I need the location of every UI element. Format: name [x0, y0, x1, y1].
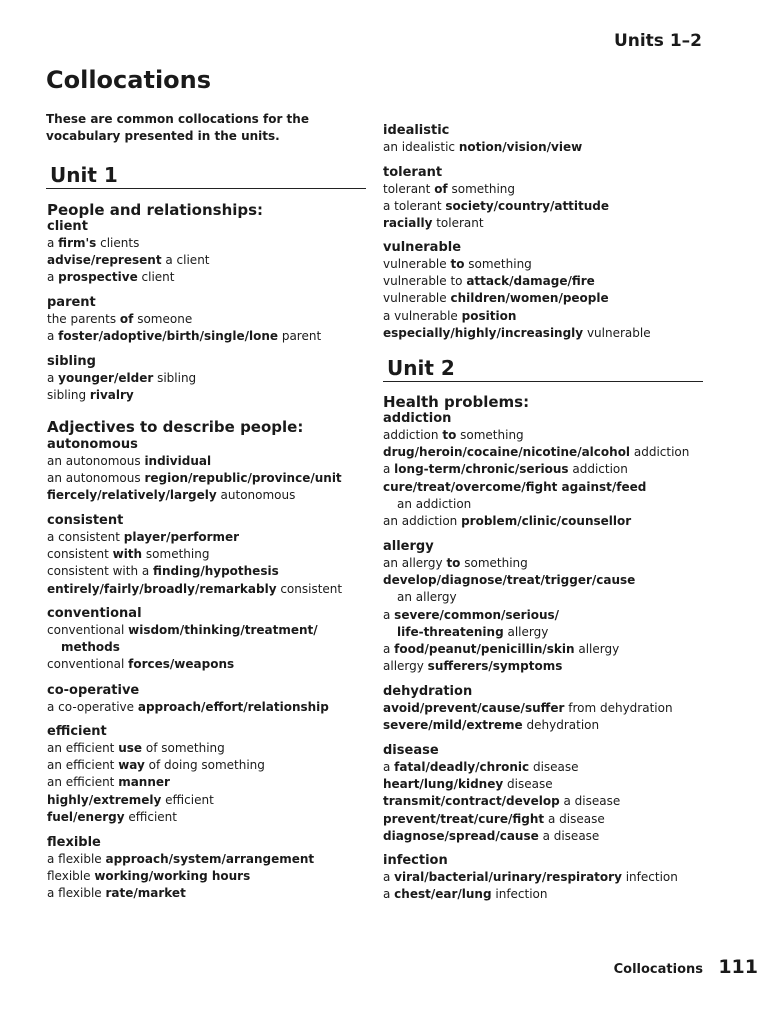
collocate-bold: prospective — [58, 270, 138, 285]
entry-tolerant — [383, 164, 609, 233]
collocate-bold: chest/ear/lung — [394, 887, 492, 902]
topic-health-problems: Health problems: — [383, 393, 530, 411]
collocation-line — [47, 757, 265, 774]
collocate-bold: especially/highly/increasingly — [383, 325, 584, 340]
collocation-line — [47, 252, 210, 269]
entry-autonomous — [47, 436, 342, 505]
collocation-text: allergy — [383, 659, 428, 674]
entry-flexible — [47, 834, 314, 903]
collocation-text: a — [47, 236, 59, 250]
collocation-text: infection — [621, 870, 678, 884]
collocate-bold: finding/hypothesis — [153, 564, 279, 579]
collocate-bold: life-threatening — [397, 624, 504, 639]
collocation-line — [383, 273, 651, 290]
collocation-line — [383, 496, 689, 513]
collocate-bold: way — [118, 758, 145, 773]
collocation-text: addiction — [383, 428, 443, 442]
collocation-text: a — [383, 462, 395, 477]
collocation-line — [47, 453, 342, 470]
collocation-line — [383, 479, 689, 496]
collocation-text: vulnerable to — [383, 274, 467, 289]
collocation-line — [47, 269, 210, 286]
collocation-text: a — [47, 329, 59, 344]
collocation-line — [383, 700, 673, 717]
collocation-line — [383, 461, 689, 478]
entry-vulnerable — [383, 239, 651, 342]
headword: allergy — [383, 539, 434, 554]
collocation-line — [383, 555, 635, 572]
collocation-text: client — [137, 270, 175, 285]
collocation-line — [383, 641, 635, 658]
collocation-text: a flexible — [47, 852, 106, 866]
collocate-bold: cure/treat/overcome/fight against/feed — [383, 479, 647, 494]
headword: dehydration — [383, 684, 473, 699]
collocation-line — [383, 513, 689, 530]
collocate-bold: long-term/chronic/serious — [394, 462, 569, 477]
headword: consistent — [47, 513, 124, 528]
collocation-text: an efficient — [47, 758, 119, 773]
collocation-text: a — [47, 270, 59, 285]
collocation-text: a disease — [538, 828, 600, 843]
collocation-text: flexible — [47, 869, 95, 884]
collocation-text: a co-operative — [47, 700, 138, 714]
collocation-text: consistent — [47, 547, 113, 562]
entry-dehydration — [383, 683, 673, 734]
collocation-line — [383, 717, 673, 734]
collocation-line — [383, 658, 635, 675]
collocation-text: a vulnerable — [383, 308, 462, 323]
collocation-line — [383, 776, 620, 793]
collocation-text: allergy — [574, 642, 620, 657]
collocate-bold: rate/market — [105, 886, 186, 901]
collocation-text: a — [383, 887, 395, 902]
collocate-bold: approach/effort/relationship — [137, 700, 329, 714]
collocate-bold: use — [118, 741, 143, 755]
headword: disease — [383, 743, 439, 758]
collocation-text: clients — [96, 236, 140, 250]
collocate-bold: diagnose/spread/cause — [383, 828, 539, 843]
collocation-line — [47, 622, 318, 639]
collocate-bold: notion/vision/view — [458, 140, 583, 154]
collocation-text: efficient — [161, 792, 214, 807]
entry-parent — [47, 294, 321, 345]
collocation-text: vulnerable — [383, 291, 451, 306]
collocate-bold: attack/damage/fire — [466, 274, 595, 289]
collocation-line — [47, 792, 265, 809]
collocate-bold: fiercely/relatively/largely — [47, 488, 217, 503]
collocation-text: a client — [161, 253, 210, 268]
collocation-line — [47, 656, 318, 673]
collocation-text: an autonomous — [47, 454, 145, 468]
collocation-line — [47, 851, 314, 868]
collocation-line — [383, 308, 651, 325]
collocate-bold: of — [119, 312, 134, 326]
collocation-text: something — [464, 257, 532, 271]
headword: co-operative — [47, 683, 140, 698]
collocation-text: a — [383, 760, 395, 774]
headword: sibling — [47, 354, 96, 369]
collocate-bold: severe/mild/extreme — [383, 718, 523, 733]
topic-adjectives-people: Adjectives to describe people: — [47, 418, 304, 436]
collocation-line — [383, 869, 678, 886]
collocation-text: a disease — [559, 794, 621, 809]
collocate-bold: approach/system/arrangement — [105, 852, 315, 866]
collocation-text: consistent with a — [47, 564, 154, 579]
collocation-line — [383, 607, 635, 624]
collocation-text: disease — [503, 777, 553, 792]
collocate-bold: develop/diagnose/treat/trigger/cause — [383, 573, 636, 588]
collocation-text: consistent — [276, 581, 343, 596]
collocate-bold: problem/clinic/counsellor — [461, 514, 632, 529]
collocation-text: an autonomous — [47, 471, 145, 486]
collocate-bold: fatal/deadly/chronic — [394, 760, 530, 774]
collocate-bold: player/performer — [123, 530, 240, 544]
collocation-line — [47, 546, 342, 563]
collocation-text: someone — [133, 312, 193, 326]
collocation-text: an allergy — [383, 556, 447, 570]
collocation-text: parent — [278, 329, 322, 344]
collocate-bold: heart/lung/kidney — [383, 777, 504, 792]
collocation-text: vulnerable — [383, 257, 451, 271]
entry-allergy — [383, 538, 635, 675]
collocate-bold: younger/elder — [58, 371, 154, 385]
collocate-bold: entirely/fairly/broadly/remarkably — [47, 581, 277, 596]
entry-disease — [383, 742, 620, 845]
collocate-bold: to — [446, 556, 461, 570]
entry-idealistic — [383, 122, 582, 156]
collocation-line — [47, 370, 196, 387]
collocate-bold: forces/weapons — [128, 657, 235, 672]
collocate-bold: with — [112, 547, 143, 562]
collocation-text: dehydration — [522, 718, 600, 733]
collocation-line — [47, 809, 265, 826]
collocation-line — [383, 828, 620, 845]
collocate-bold: transmit/contract/develop — [383, 794, 560, 809]
collocation-text: an allergy — [397, 590, 457, 605]
topic-people-relationships: People and relationships: — [47, 201, 264, 219]
collocation-text: addiction — [630, 445, 690, 460]
collocation-text: a consistent — [47, 530, 124, 544]
collocate-bold: children/women/people — [450, 291, 609, 306]
collocate-bold: to — [450, 257, 465, 271]
entry-conventional — [47, 605, 318, 674]
entry-consistent — [47, 512, 342, 598]
collocation-text: an addiction — [397, 496, 472, 511]
collocation-text: conventional — [47, 657, 129, 672]
collocate-bold: wisdom/thinking/treatment/ — [128, 623, 318, 637]
collocation-text: a disease — [544, 811, 605, 826]
collocation-text: something — [460, 556, 528, 570]
entry-addiction — [383, 410, 689, 530]
collocate-bold: working/working hours — [94, 869, 251, 884]
collocation-line — [383, 886, 678, 903]
collocation-line — [383, 811, 620, 828]
entry-sibling — [47, 353, 196, 404]
collocate-bold: prevent/treat/cure/fight — [383, 811, 545, 826]
collocation-text: autonomous — [216, 488, 296, 503]
collocate-bold: racially — [383, 216, 433, 231]
collocation-line — [47, 529, 342, 546]
collocation-line — [383, 256, 651, 273]
collocation-text: allergy — [503, 624, 549, 639]
collocation-line — [383, 624, 635, 641]
collocate-bold: society/country/attitude — [445, 199, 610, 214]
collocation-line — [47, 581, 342, 598]
collocate-bold: advise/represent — [47, 253, 162, 268]
collocation-line — [47, 235, 210, 252]
entry-efficient — [47, 723, 265, 826]
entry-client — [47, 218, 210, 287]
collocation-line — [383, 215, 609, 232]
collocation-text: something — [456, 428, 524, 442]
collocation-text: an addiction — [383, 514, 462, 529]
collocation-text: addiction — [568, 462, 628, 477]
collocation-text: sibling — [153, 371, 197, 385]
collocate-bold: sufferers/symptoms — [427, 659, 563, 674]
collocation-text: vulnerable — [583, 325, 651, 340]
collocate-bold: foster/adoptive/birth/single/lone — [58, 329, 279, 344]
collocation-line — [47, 563, 342, 580]
running-head: Units 1–2 — [613, 31, 702, 51]
collocate-bold: severe/common/serious/ — [394, 607, 560, 622]
collocation-text: sibling — [47, 388, 90, 403]
collocation-line — [47, 740, 265, 757]
collocation-line — [47, 387, 196, 404]
collocation-text: something — [447, 182, 516, 196]
collocation-text: of something — [142, 741, 225, 755]
collocation-text: a — [47, 371, 59, 385]
collocate-bold: drug/heroin/cocaine/nicotine/alcohol — [383, 445, 631, 460]
headword: parent — [47, 295, 96, 310]
collocation-text: infection — [491, 887, 548, 902]
collocation-line — [47, 311, 321, 328]
collocation-text: disease — [529, 760, 579, 774]
collocate-bold: position — [461, 308, 517, 323]
headword: vulnerable — [383, 240, 462, 255]
collocation-line — [47, 774, 265, 791]
headword: addiction — [383, 411, 452, 426]
collocate-bold: highly/extremely — [47, 792, 162, 807]
collocation-line — [47, 699, 329, 716]
headword: client — [47, 219, 88, 234]
collocation-line — [47, 470, 342, 487]
collocation-text: tolerant — [383, 182, 435, 196]
collocation-line — [383, 572, 635, 589]
collocation-line — [47, 487, 342, 504]
collocation-text: something — [142, 547, 210, 562]
collocation-text: of doing something — [144, 758, 265, 773]
collocation-text: a tolerant — [383, 199, 446, 214]
collocate-bold: individual — [144, 454, 212, 468]
collocation-text: conventional — [47, 623, 129, 637]
collocation-line — [383, 589, 635, 606]
intro-text: These are common collocations for the vocabulary presented in the units. — [46, 112, 309, 143]
collocate-bold: viral/bacterial/urinary/respiratory — [394, 870, 622, 884]
collocation-line — [383, 139, 582, 156]
collocate-bold: fuel/energy — [47, 809, 125, 824]
collocation-text: a — [383, 642, 395, 657]
collocate-bold: to — [442, 428, 457, 442]
entry-infection — [383, 852, 678, 903]
unit-2-heading: Unit 2 — [383, 355, 703, 382]
page-number: 111 — [718, 956, 758, 978]
collocation-text: an efficient — [47, 741, 119, 755]
headword: flexible — [47, 835, 101, 850]
collocate-bold: avoid/prevent/cause/suffer — [383, 701, 565, 715]
collocation-line — [383, 427, 689, 444]
collocation-text: efficient — [124, 809, 177, 824]
collocation-line — [47, 868, 314, 885]
collocate-bold: region/republic/province/unit — [144, 471, 342, 486]
headword: efficient — [47, 724, 107, 739]
collocation-line — [383, 198, 609, 215]
collocate-bold: methods — [61, 640, 120, 655]
collocate-bold: of — [434, 182, 448, 196]
collocate-bold: rivalry — [89, 388, 134, 403]
collocation-line — [383, 181, 609, 198]
collocate-bold: food/peanut/penicillin/skin — [394, 642, 575, 657]
collocation-text: a — [383, 607, 395, 622]
collocation-line — [383, 759, 620, 776]
collocation-line — [383, 444, 689, 461]
collocate-bold: manner — [118, 775, 170, 790]
headword: tolerant — [383, 165, 443, 180]
headword: conventional — [47, 606, 142, 621]
headword: infection — [383, 853, 448, 868]
collocation-line — [47, 885, 314, 902]
headword: autonomous — [47, 437, 138, 452]
collocation-line — [383, 325, 651, 342]
collocation-line — [383, 793, 620, 810]
collocation-text: tolerant — [432, 216, 484, 231]
collocation-text: from dehydration — [564, 701, 673, 715]
collocation-line — [383, 290, 651, 307]
footer-label: Collocations — [613, 962, 703, 977]
entry-co-operative — [47, 682, 329, 716]
collocation-text: an efficient — [47, 775, 119, 790]
collocation-text: a — [383, 870, 395, 884]
collocation-text: a flexible — [47, 886, 106, 901]
collocate-bold: firm's — [58, 236, 97, 250]
page-title: Collocations — [46, 66, 212, 94]
collocation-text: the parents — [47, 312, 120, 326]
collocation-text: an idealistic — [383, 140, 459, 154]
collocation-line — [47, 639, 318, 656]
headword: idealistic — [383, 123, 450, 138]
collocation-line — [47, 328, 321, 345]
unit-1-heading: Unit 1 — [46, 162, 366, 189]
